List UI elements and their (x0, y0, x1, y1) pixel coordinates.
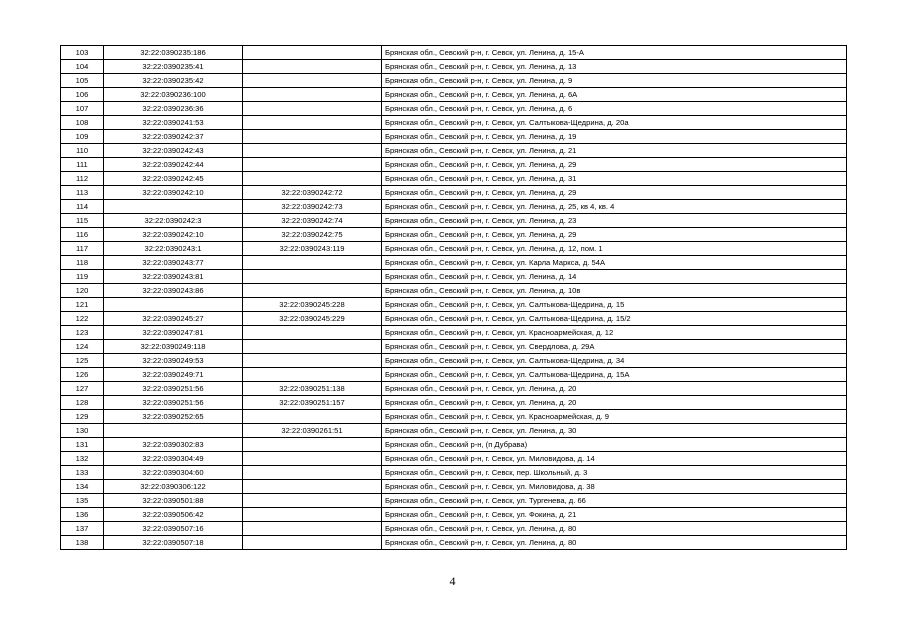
address-cell: Брянская обл., Севский р-н, г. Севск, ул. Салтыкова-Щедрина, д. 20а (382, 116, 847, 130)
table-row (61, 74, 847, 88)
row-number-cell: 113 (61, 186, 104, 200)
address-cell: Брянская обл., Севский р-н, г. Севск, ул. Миловидова, д. 38 (382, 480, 847, 494)
row-number-cell: 110 (61, 144, 104, 158)
row-number-cell: 123 (61, 326, 104, 340)
table-row (61, 522, 847, 536)
row-number-cell: 105 (61, 74, 104, 88)
row-number-cell: 127 (61, 382, 104, 396)
related-cadastral-number-cell: 32:22:0390242:74 (243, 214, 382, 228)
related-cadastral-number-cell: 32:22:0390251:157 (243, 396, 382, 410)
cadastral-number-cell: 32:22:0390304:60 (104, 466, 243, 480)
related-cadastral-number-cell (243, 144, 382, 158)
cadastral-number-cell: 32:22:0390501:88 (104, 494, 243, 508)
address-cell: Брянская обл., Севский р-н, (п Дубрава) (382, 438, 847, 452)
address-cell: Брянская обл., Севский р-н, г. Севск, ул. Фокина, д. 21 (382, 508, 847, 522)
related-cadastral-number-cell (243, 256, 382, 270)
row-number-cell: 124 (61, 340, 104, 354)
cadastral-number-cell: 32:22:0390236:36 (104, 102, 243, 116)
table-row (61, 326, 847, 340)
table-row (61, 368, 847, 382)
table-row (61, 424, 847, 438)
table-row (61, 172, 847, 186)
table-row (61, 354, 847, 368)
row-number-cell: 121 (61, 298, 104, 312)
related-cadastral-number-cell (243, 88, 382, 102)
cadastral-number-cell: 32:22:0390242:10 (104, 186, 243, 200)
row-number-cell: 138 (61, 536, 104, 550)
related-cadastral-number-cell (243, 158, 382, 172)
address-cell: Брянская обл., Севский р-н, г. Севск, ул. Ленина, д. 20 (382, 396, 847, 410)
address-cell: Брянская обл., Севский р-н, г. Севск, ул. Ленина, д. 13 (382, 60, 847, 74)
related-cadastral-number-cell: 32:22:0390245:229 (243, 312, 382, 326)
address-cell: Брянская обл., Севский р-н, г. Севск, ул. Ленина, д. 12, пом. 1 (382, 242, 847, 256)
address-cell: Брянская обл., Севский р-н, г. Севск, ул. Ленина, д. 29 (382, 158, 847, 172)
cadastral-number-cell (104, 298, 243, 312)
table-row (61, 270, 847, 284)
cadastral-number-cell: 32:22:0390302:83 (104, 438, 243, 452)
cadastral-number-cell: 32:22:0390249:53 (104, 354, 243, 368)
cadastral-number-cell: 32:22:0390249:71 (104, 368, 243, 382)
address-cell: Брянская обл., Севский р-н, г. Севск, ул. Ленина, д. 29 (382, 228, 847, 242)
address-cell: Брянская обл., Севский р-н, г. Севск, ул. Ленина, д. 10в (382, 284, 847, 298)
table-row (61, 88, 847, 102)
related-cadastral-number-cell (243, 102, 382, 116)
cadastral-number-cell: 32:22:0390243:86 (104, 284, 243, 298)
related-cadastral-number-cell (243, 116, 382, 130)
address-cell: Брянская обл., Севский р-н, г. Севск, ул. Ленина, д. 80 (382, 522, 847, 536)
cadastral-number-cell: 32:22:0390242:37 (104, 130, 243, 144)
row-number-cell: 104 (61, 60, 104, 74)
table-row (61, 186, 847, 200)
cadastral-number-cell: 32:22:0390242:3 (104, 214, 243, 228)
row-number-cell: 125 (61, 354, 104, 368)
cadastral-number-cell: 32:22:0390242:10 (104, 228, 243, 242)
row-number-cell: 109 (61, 130, 104, 144)
table-row (61, 116, 847, 130)
cadastral-number-cell: 32:22:0390241:53 (104, 116, 243, 130)
address-cell: Брянская обл., Севский р-н, г. Севск, ул. Салтыкова-Щедрина, д. 15А (382, 368, 847, 382)
address-cell: Брянская обл., Севский р-н, г. Севск, пер. Школьный, д. 3 (382, 466, 847, 480)
address-cell: Брянская обл., Севский р-н, г. Севск, ул. Ленина, д. 23 (382, 214, 847, 228)
table-row (61, 452, 847, 466)
related-cadastral-number-cell (243, 172, 382, 186)
row-number-cell: 119 (61, 270, 104, 284)
row-number-cell: 120 (61, 284, 104, 298)
register-table-body (61, 46, 847, 550)
cadastral-number-cell: 32:22:0390249:118 (104, 340, 243, 354)
related-cadastral-number-cell (243, 340, 382, 354)
cadastral-number-cell: 32:22:0390242:44 (104, 158, 243, 172)
table-row (61, 536, 847, 550)
table-row (61, 466, 847, 480)
table-row (61, 214, 847, 228)
related-cadastral-number-cell (243, 130, 382, 144)
cadastral-number-cell: 32:22:0390245:27 (104, 312, 243, 326)
row-number-cell: 132 (61, 452, 104, 466)
cadastral-number-cell: 32:22:0390242:43 (104, 144, 243, 158)
table-row (61, 144, 847, 158)
table-row (61, 102, 847, 116)
related-cadastral-number-cell (243, 74, 382, 88)
cadastral-number-cell: 32:22:0390242:45 (104, 172, 243, 186)
address-cell: Брянская обл., Севский р-н, г. Севск, ул. Ленина, д. 9 (382, 74, 847, 88)
table-row (61, 256, 847, 270)
table-row (61, 298, 847, 312)
table-row (61, 438, 847, 452)
cadastral-number-cell: 32:22:0390251:56 (104, 382, 243, 396)
cadastral-number-cell: 32:22:0390304:49 (104, 452, 243, 466)
address-cell: Брянская обл., Севский р-н, г. Севск, ул. Ленина, д. 30 (382, 424, 847, 438)
row-number-cell: 131 (61, 438, 104, 452)
related-cadastral-number-cell: 32:22:0390251:138 (243, 382, 382, 396)
row-number-cell: 122 (61, 312, 104, 326)
address-cell: Брянская обл., Севский р-н, г. Севск, ул. Ленина, д. 31 (382, 172, 847, 186)
row-number-cell: 126 (61, 368, 104, 382)
row-number-cell: 111 (61, 158, 104, 172)
cadastral-number-cell: 32:22:0390247:81 (104, 326, 243, 340)
row-number-cell: 116 (61, 228, 104, 242)
related-cadastral-number-cell: 32:22:0390242:75 (243, 228, 382, 242)
related-cadastral-number-cell: 32:22:0390245:228 (243, 298, 382, 312)
table-row (61, 158, 847, 172)
cadastral-number-cell: 32:22:0390243:1 (104, 242, 243, 256)
related-cadastral-number-cell (243, 284, 382, 298)
related-cadastral-number-cell (243, 522, 382, 536)
cadastral-number-cell: 32:22:0390235:41 (104, 60, 243, 74)
address-cell: Брянская обл., Севский р-н, г. Севск, ул. Салтыкова-Щедрина, д. 15/2 (382, 312, 847, 326)
address-cell: Брянская обл., Севский р-н, г. Севск, ул. Ленина, д. 14 (382, 270, 847, 284)
address-cell: Брянская обл., Севский р-н, г. Севск, ул. Красноармейская, д. 12 (382, 326, 847, 340)
address-cell: Брянская обл., Севский р-н, г. Севск, ул. Карла Маркса, д. 54А (382, 256, 847, 270)
related-cadastral-number-cell (243, 438, 382, 452)
cadastral-number-cell: 32:22:0390243:77 (104, 256, 243, 270)
row-number-cell: 137 (61, 522, 104, 536)
related-cadastral-number-cell (243, 508, 382, 522)
related-cadastral-number-cell (243, 410, 382, 424)
address-cell: Брянская обл., Севский р-н, г. Севск, ул. Ленина, д. 21 (382, 144, 847, 158)
cadastral-number-cell (104, 200, 243, 214)
related-cadastral-number-cell (243, 60, 382, 74)
related-cadastral-number-cell (243, 326, 382, 340)
cadastral-number-cell: 32:22:0390243:81 (104, 270, 243, 284)
address-cell: Брянская обл., Севский р-н, г. Севск, ул. Ленина, д. 19 (382, 130, 847, 144)
address-cell: Брянская обл., Севский р-н, г. Севск, ул. Ленина, д. 6 (382, 102, 847, 116)
address-cell: Брянская обл., Севский р-н, г. Севск, ул. Ленина, д. 20 (382, 382, 847, 396)
related-cadastral-number-cell: 32:22:0390243:119 (243, 242, 382, 256)
related-cadastral-number-cell: 32:22:0390242:73 (243, 200, 382, 214)
table-row (61, 508, 847, 522)
related-cadastral-number-cell (243, 270, 382, 284)
address-cell: Брянская обл., Севский р-н, г. Севск, ул. Ленина, д. 15-А (382, 46, 847, 60)
table-row (61, 46, 847, 60)
address-cell: Брянская обл., Севский р-н, г. Севск, ул. Ленина, д. 80 (382, 536, 847, 550)
address-cell: Брянская обл., Севский р-н, г. Севск, ул. Красноармейская, д. 9 (382, 410, 847, 424)
row-number-cell: 133 (61, 466, 104, 480)
row-number-cell: 128 (61, 396, 104, 410)
page-number: 4 (449, 574, 456, 588)
row-number-cell: 136 (61, 508, 104, 522)
cadastral-number-cell: 32:22:0390507:16 (104, 522, 243, 536)
address-cell: Брянская обл., Севский р-н, г. Севск, ул. Ленина, д. 25, кв 4, кв. 4 (382, 200, 847, 214)
related-cadastral-number-cell (243, 536, 382, 550)
row-number-cell: 112 (61, 172, 104, 186)
address-cell: Брянская обл., Севский р-н, г. Севск, ул. Салтыкова-Щедрина, д. 15 (382, 298, 847, 312)
related-cadastral-number-cell (243, 368, 382, 382)
address-cell: Брянская обл., Севский р-н, г. Севск, ул. Тургенева, д. 66 (382, 494, 847, 508)
related-cadastral-number-cell (243, 480, 382, 494)
table-row (61, 284, 847, 298)
table-row (61, 396, 847, 410)
table-row (61, 382, 847, 396)
table-row (61, 228, 847, 242)
row-number-cell: 129 (61, 410, 104, 424)
cadastral-number-cell: 32:22:0390251:56 (104, 396, 243, 410)
related-cadastral-number-cell (243, 494, 382, 508)
row-number-cell: 115 (61, 214, 104, 228)
address-cell: Брянская обл., Севский р-н, г. Севск, ул. Свердлова, д. 29А (382, 340, 847, 354)
table-row (61, 130, 847, 144)
register-table (60, 45, 847, 550)
row-number-cell: 130 (61, 424, 104, 438)
related-cadastral-number-cell (243, 46, 382, 60)
address-cell: Брянская обл., Севский р-н, г. Севск, ул. Ленина, д. 29 (382, 186, 847, 200)
cadastral-number-cell: 32:22:0390506:42 (104, 508, 243, 522)
table-row (61, 242, 847, 256)
row-number-cell: 103 (61, 46, 104, 60)
table-row (61, 410, 847, 424)
row-number-cell: 106 (61, 88, 104, 102)
related-cadastral-number-cell (243, 354, 382, 368)
table-row (61, 60, 847, 74)
address-cell: Брянская обл., Севский р-н, г. Севск, ул. Миловидова, д. 14 (382, 452, 847, 466)
related-cadastral-number-cell (243, 452, 382, 466)
cadastral-number-cell: 32:22:0390236:100 (104, 88, 243, 102)
row-number-cell: 135 (61, 494, 104, 508)
related-cadastral-number-cell (243, 466, 382, 480)
related-cadastral-number-cell: 32:22:0390261:51 (243, 424, 382, 438)
cadastral-number-cell: 32:22:0390235:186 (104, 46, 243, 60)
table-row (61, 480, 847, 494)
cadastral-number-cell: 32:22:0390252:65 (104, 410, 243, 424)
cadastral-number-cell: 32:22:0390306:122 (104, 480, 243, 494)
cadastral-number-cell: 32:22:0390507:18 (104, 536, 243, 550)
related-cadastral-number-cell: 32:22:0390242:72 (243, 186, 382, 200)
row-number-cell: 118 (61, 256, 104, 270)
table-row (61, 200, 847, 214)
cadastral-number-cell: 32:22:0390235:42 (104, 74, 243, 88)
row-number-cell: 107 (61, 102, 104, 116)
address-cell: Брянская обл., Севский р-н, г. Севск, ул. Ленина, д. 6А (382, 88, 847, 102)
row-number-cell: 114 (61, 200, 104, 214)
table-row (61, 312, 847, 326)
cadastral-number-cell (104, 424, 243, 438)
table-row (61, 340, 847, 354)
row-number-cell: 134 (61, 480, 104, 494)
row-number-cell: 117 (61, 242, 104, 256)
table-row (61, 494, 847, 508)
row-number-cell: 108 (61, 116, 104, 130)
address-cell: Брянская обл., Севский р-н, г. Севск, ул. Салтыкова-Щедрина, д. 34 (382, 354, 847, 368)
